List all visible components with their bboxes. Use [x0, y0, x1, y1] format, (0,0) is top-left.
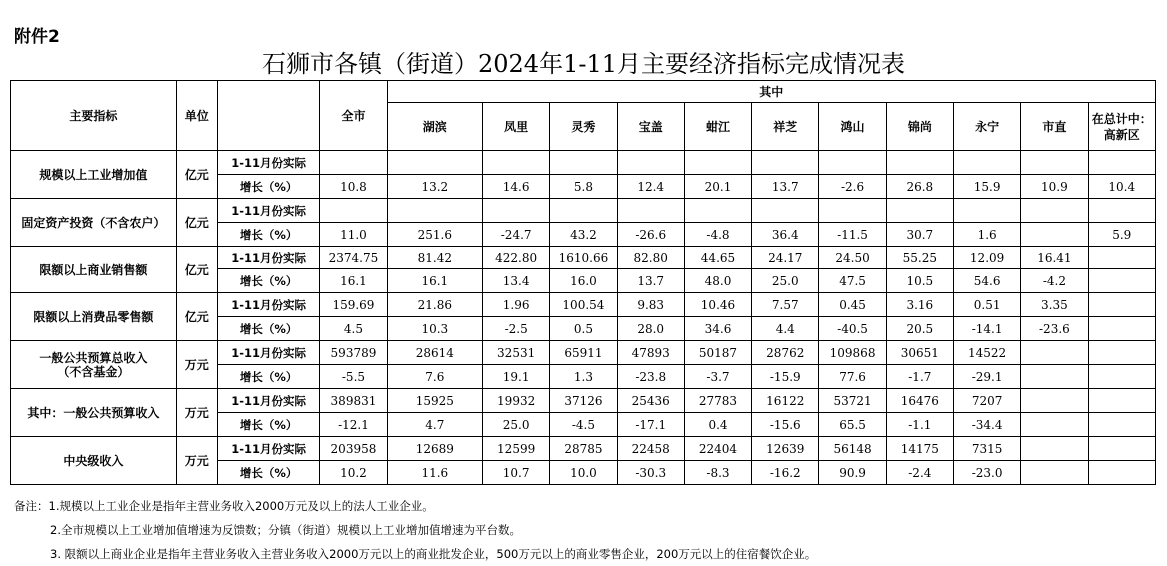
- value-cell: -5.5: [320, 365, 387, 389]
- header-row-top: [11, 81, 1156, 103]
- value-cell: [1088, 199, 1155, 223]
- value-cell: 10.8: [320, 175, 387, 199]
- value-cell: -16.2: [752, 461, 819, 485]
- value-cell: 203958: [320, 437, 387, 461]
- measure-actual-label: 1-11月份实际: [217, 341, 319, 365]
- value-cell: -24.7: [483, 223, 550, 247]
- header-indicator: 主要指标: [11, 81, 177, 151]
- value-cell: [1088, 341, 1155, 365]
- value-cell: [1088, 365, 1155, 389]
- value-cell: -2.6: [819, 175, 886, 199]
- value-cell: [684, 151, 751, 175]
- value-cell: -8.3: [684, 461, 751, 485]
- header-measure-blank: [217, 81, 319, 151]
- value-cell: [320, 199, 387, 223]
- value-cell: 16476: [886, 389, 953, 413]
- value-cell: [1021, 389, 1088, 413]
- value-cell: 28.0: [617, 317, 684, 341]
- header-unit: 单位: [176, 81, 217, 151]
- value-cell: 15925: [387, 389, 482, 413]
- indicator-unit: 亿元: [176, 151, 217, 199]
- value-cell: -15.9: [752, 365, 819, 389]
- value-cell: -4.5: [550, 413, 617, 437]
- value-cell: 19.1: [483, 365, 550, 389]
- value-cell: 159.69: [320, 293, 387, 317]
- value-cell: -12.1: [320, 413, 387, 437]
- value-cell: [684, 199, 751, 223]
- value-cell: 28785: [550, 437, 617, 461]
- measure-actual-label: 1-11月份实际: [217, 199, 319, 223]
- value-cell: [1021, 461, 1088, 485]
- value-cell: 25.0: [483, 413, 550, 437]
- measure-growth-label: 增长（%）: [217, 413, 319, 437]
- value-cell: -40.5: [819, 317, 886, 341]
- value-cell: -15.6: [752, 413, 819, 437]
- value-cell: 50187: [684, 341, 751, 365]
- indicator-unit: 万元: [176, 437, 217, 485]
- measure-actual-label: 1-11月份实际: [217, 437, 319, 461]
- value-cell: 24.50: [819, 247, 886, 269]
- value-cell: 1610.66: [550, 247, 617, 269]
- value-cell: 77.6: [819, 365, 886, 389]
- value-cell: 28762: [752, 341, 819, 365]
- indicator-name: 规模以上工业增加值: [11, 151, 177, 199]
- value-cell: 2374.75: [320, 247, 387, 269]
- measure-growth-label: 增长（%）: [217, 223, 319, 247]
- value-cell: -1.1: [886, 413, 953, 437]
- header-district: 湖滨: [387, 103, 482, 151]
- value-cell: 7315: [953, 437, 1020, 461]
- indicator-unit: 万元: [176, 341, 217, 389]
- value-cell: 20.1: [684, 175, 751, 199]
- value-cell: [483, 199, 550, 223]
- header-district: 永宁: [953, 103, 1020, 151]
- table-row: [11, 293, 1156, 317]
- value-cell: 30.7: [886, 223, 953, 247]
- value-cell: 16122: [752, 389, 819, 413]
- footnotes: [14, 494, 816, 566]
- value-cell: 82.80: [617, 247, 684, 269]
- value-cell: 0.45: [819, 293, 886, 317]
- value-cell: 14175: [886, 437, 953, 461]
- indicator-unit: 亿元: [176, 247, 217, 293]
- value-cell: 10.5: [886, 269, 953, 293]
- value-cell: -14.1: [953, 317, 1020, 341]
- measure-growth-label: 增长（%）: [217, 365, 319, 389]
- value-cell: 422.80: [483, 247, 550, 269]
- value-cell: 56148: [819, 437, 886, 461]
- measure-growth-label: 增长（%）: [217, 461, 319, 485]
- value-cell: 12599: [483, 437, 550, 461]
- header-district: 凤里: [483, 103, 550, 151]
- value-cell: 4.4: [752, 317, 819, 341]
- value-cell: -2.4: [886, 461, 953, 485]
- value-cell: -1.7: [886, 365, 953, 389]
- header-district: 灵秀: [550, 103, 617, 151]
- indicator-table: [10, 80, 1156, 485]
- value-cell: 53721: [819, 389, 886, 413]
- value-cell: [1088, 247, 1155, 269]
- value-cell: 1.3: [550, 365, 617, 389]
- header-district: 蚶江: [684, 103, 751, 151]
- value-cell: [1021, 341, 1088, 365]
- table-row: [11, 151, 1156, 175]
- value-cell: -30.3: [617, 461, 684, 485]
- value-cell: -34.4: [953, 413, 1020, 437]
- measure-actual-label: 1-11月份实际: [217, 389, 319, 413]
- value-cell: 10.7: [483, 461, 550, 485]
- header-district: 鸿山: [819, 103, 886, 151]
- value-cell: [886, 199, 953, 223]
- value-cell: [1021, 365, 1088, 389]
- value-cell: 65.5: [819, 413, 886, 437]
- value-cell: 389831: [320, 389, 387, 413]
- value-cell: [387, 199, 482, 223]
- measure-actual-label: 1-11月份实际: [217, 293, 319, 317]
- value-cell: 13.4: [483, 269, 550, 293]
- value-cell: 0.5: [550, 317, 617, 341]
- attachment-label: 附件2: [14, 27, 60, 47]
- indicator-name: 限额以上消费品零售额: [11, 293, 177, 341]
- measure-growth-label: 增长（%）: [217, 175, 319, 199]
- table-row: [11, 437, 1156, 461]
- value-cell: 593789: [320, 341, 387, 365]
- indicator-unit: 万元: [176, 389, 217, 437]
- value-cell: 28614: [387, 341, 482, 365]
- value-cell: 16.1: [387, 269, 482, 293]
- value-cell: 37126: [550, 389, 617, 413]
- value-cell: 4.5: [320, 317, 387, 341]
- value-cell: 32531: [483, 341, 550, 365]
- value-cell: [752, 151, 819, 175]
- value-cell: 21.86: [387, 293, 482, 317]
- value-cell: [1088, 389, 1155, 413]
- value-cell: [953, 151, 1020, 175]
- value-cell: 90.9: [819, 461, 886, 485]
- value-cell: 5.8: [550, 175, 617, 199]
- value-cell: [953, 199, 1020, 223]
- footnote-3: 3. 限额以上商业企业是指年主营业务收入主营业务收入2000万元以上的商业批发企业，500万元以上的商业零售企业，200万元以上的住宿餐饮企业。: [50, 547, 817, 561]
- value-cell: 24.17: [752, 247, 819, 269]
- value-cell: 20.5: [886, 317, 953, 341]
- value-cell: 0.51: [953, 293, 1020, 317]
- value-cell: 7.6: [387, 365, 482, 389]
- indicator-unit: 亿元: [176, 199, 217, 247]
- value-cell: -2.5: [483, 317, 550, 341]
- value-cell: 27783: [684, 389, 751, 413]
- value-cell: 4.7: [387, 413, 482, 437]
- value-cell: 25436: [617, 389, 684, 413]
- table-row: [11, 389, 1156, 413]
- value-cell: [617, 199, 684, 223]
- value-cell: 55.25: [886, 247, 953, 269]
- indicator-name: 固定资产投资（不含农户）: [11, 199, 177, 247]
- value-cell: 44.65: [684, 247, 751, 269]
- value-cell: [1021, 437, 1088, 461]
- header-of-which: 其中: [387, 81, 1155, 103]
- table-row: [11, 341, 1156, 365]
- header-high-tech: 在总计中：高新区: [1088, 103, 1155, 151]
- value-cell: 34.6: [684, 317, 751, 341]
- value-cell: 11.0: [320, 223, 387, 247]
- value-cell: 5.9: [1088, 223, 1155, 247]
- value-cell: -11.5: [819, 223, 886, 247]
- value-cell: -4.8: [684, 223, 751, 247]
- value-cell: 10.0: [550, 461, 617, 485]
- page-title: 石狮市各镇（街道）2024年1-11月主要经济指标完成情况表: [262, 50, 905, 78]
- value-cell: [1088, 437, 1155, 461]
- value-cell: [1088, 269, 1155, 293]
- value-cell: [1088, 461, 1155, 485]
- measure-growth-label: 增长（%）: [217, 269, 319, 293]
- value-cell: 16.0: [550, 269, 617, 293]
- value-cell: 251.6: [387, 223, 482, 247]
- measure-actual-label: 1-11月份实际: [217, 151, 319, 175]
- footnote-1: 备注：1.规模以上工业企业是指年主营业务收入2000万元及以上的法人工业企业。: [14, 499, 434, 513]
- value-cell: 43.2: [550, 223, 617, 247]
- header-district: 祥芝: [752, 103, 819, 151]
- value-cell: 109868: [819, 341, 886, 365]
- footnote-2: 2.全市规模以上工业增加值增速为反馈数；分镇（街道）规模以上工业增加值增速为平台数。: [50, 523, 521, 537]
- value-cell: 65911: [550, 341, 617, 365]
- value-cell: -23.0: [953, 461, 1020, 485]
- value-cell: 19932: [483, 389, 550, 413]
- value-cell: 10.4: [1088, 175, 1155, 199]
- value-cell: 54.6: [953, 269, 1020, 293]
- value-cell: 12689: [387, 437, 482, 461]
- value-cell: 12.09: [953, 247, 1020, 269]
- value-cell: 10.3: [387, 317, 482, 341]
- value-cell: [819, 199, 886, 223]
- indicator-name: 其中：一般公共预算收入: [11, 389, 177, 437]
- value-cell: 10.9: [1021, 175, 1088, 199]
- indicator-name: 一般公共预算总收入（不含基金）: [11, 341, 177, 389]
- value-cell: [483, 151, 550, 175]
- header-district: 宝盖: [617, 103, 684, 151]
- value-cell: 36.4: [752, 223, 819, 247]
- value-cell: -4.2: [1021, 269, 1088, 293]
- value-cell: 14522: [953, 341, 1020, 365]
- value-cell: -17.1: [617, 413, 684, 437]
- value-cell: [886, 151, 953, 175]
- value-cell: 15.9: [953, 175, 1020, 199]
- value-cell: [1088, 151, 1155, 175]
- value-cell: 22458: [617, 437, 684, 461]
- value-cell: [1088, 413, 1155, 437]
- value-cell: [819, 151, 886, 175]
- indicator-name: 中央级收入: [11, 437, 177, 485]
- value-cell: 12.4: [617, 175, 684, 199]
- indicator-name: 限额以上商业销售额: [11, 247, 177, 293]
- value-cell: [1088, 317, 1155, 341]
- value-cell: -23.6: [1021, 317, 1088, 341]
- value-cell: -29.1: [953, 365, 1020, 389]
- value-cell: 7207: [953, 389, 1020, 413]
- value-cell: [387, 151, 482, 175]
- value-cell: [1021, 223, 1088, 247]
- value-cell: 10.2: [320, 461, 387, 485]
- value-cell: 13.7: [617, 269, 684, 293]
- value-cell: 25.0: [752, 269, 819, 293]
- value-cell: 1.6: [953, 223, 1020, 247]
- measure-actual-label: 1-11月份实际: [217, 247, 319, 269]
- value-cell: 1.96: [483, 293, 550, 317]
- value-cell: 10.46: [684, 293, 751, 317]
- value-cell: 12639: [752, 437, 819, 461]
- value-cell: 22404: [684, 437, 751, 461]
- value-cell: [1021, 151, 1088, 175]
- value-cell: [752, 199, 819, 223]
- value-cell: 16.1: [320, 269, 387, 293]
- value-cell: 14.6: [483, 175, 550, 199]
- value-cell: 11.6: [387, 461, 482, 485]
- header-district: 市直: [1021, 103, 1088, 151]
- value-cell: [1088, 293, 1155, 317]
- value-cell: 47.5: [819, 269, 886, 293]
- value-cell: [320, 151, 387, 175]
- table-row: [11, 199, 1156, 223]
- value-cell: 3.35: [1021, 293, 1088, 317]
- value-cell: 81.42: [387, 247, 482, 269]
- value-cell: 26.8: [886, 175, 953, 199]
- value-cell: 13.7: [752, 175, 819, 199]
- value-cell: [1021, 199, 1088, 223]
- value-cell: [617, 151, 684, 175]
- value-cell: [1021, 413, 1088, 437]
- value-cell: -3.7: [684, 365, 751, 389]
- value-cell: [550, 199, 617, 223]
- value-cell: 47893: [617, 341, 684, 365]
- value-cell: 0.4: [684, 413, 751, 437]
- value-cell: 13.2: [387, 175, 482, 199]
- value-cell: 48.0: [684, 269, 751, 293]
- value-cell: 9.83: [617, 293, 684, 317]
- value-cell: 7.57: [752, 293, 819, 317]
- value-cell: -26.6: [617, 223, 684, 247]
- indicator-unit: 亿元: [176, 293, 217, 341]
- value-cell: -23.8: [617, 365, 684, 389]
- header-city: 全市: [320, 81, 387, 151]
- value-cell: 30651: [886, 341, 953, 365]
- table-row: [11, 247, 1156, 269]
- value-cell: 16.41: [1021, 247, 1088, 269]
- measure-growth-label: 增长（%）: [217, 317, 319, 341]
- value-cell: 100.54: [550, 293, 617, 317]
- header-district: 锦尚: [886, 103, 953, 151]
- value-cell: [550, 151, 617, 175]
- value-cell: 3.16: [886, 293, 953, 317]
